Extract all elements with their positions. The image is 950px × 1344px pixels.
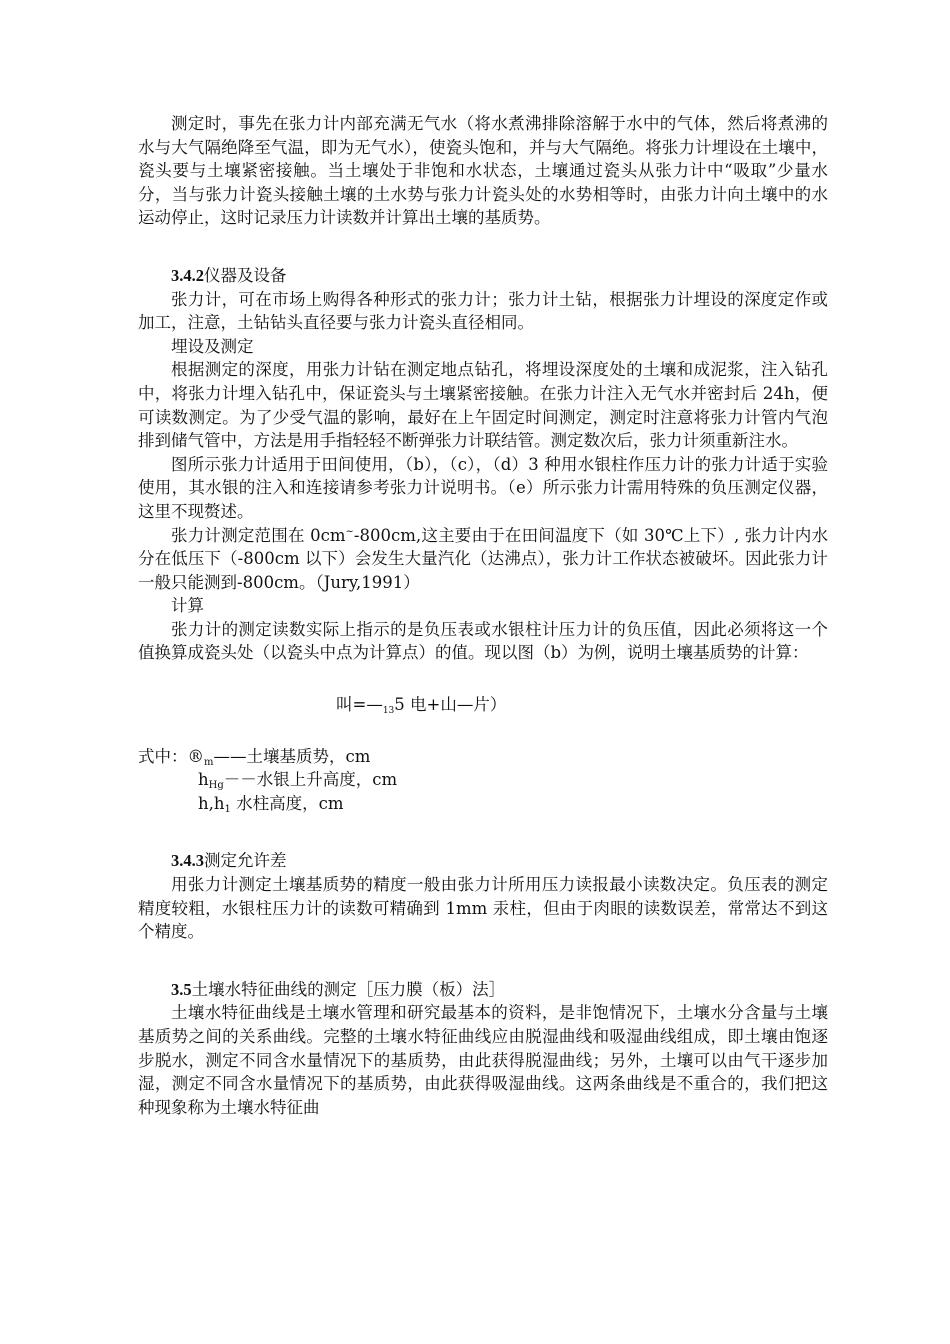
subheading-installation: 埋设及测定 <box>171 336 254 356</box>
subheading-calculation: 计算 <box>171 596 204 616</box>
legend-symbol-h-sub: 1 <box>224 803 231 815</box>
section-heading-3-4-2 <box>138 264 828 288</box>
legend-symbol-matric-sub: m <box>204 756 214 768</box>
range-text-b: -800cm,这主要由于在田间温度下（如 30℃上下）, 张力计内水分在低压下（-800cm 以下）会发生大量汽化（达沸点），张力计工作状态被破坏。因此张力计一般只能测到-800cm。（Jury,1991） <box>138 525 828 592</box>
legend-desc-h: 水柱高度，cm <box>230 793 344 813</box>
paragraph-calculation: 张力计的测定读数实际上指示的是负压表或水银柱计压力计的负压值，因此必须将这一个值换算成瓷头处（以瓷头中点为计算点）的值。现以图（b）为例，说明土壤基质势的计算： <box>138 619 828 663</box>
section-heading-3-4-3 <box>138 849 828 873</box>
legend-desc-hg: －－水银上升高度，cm <box>223 770 398 790</box>
section-title: 测定允许差 <box>204 851 287 871</box>
legend-prefix: 式中： <box>138 746 188 766</box>
range-text-a: 张力计测定范围在 0cm <box>171 525 346 545</box>
formula-legend-line-3 <box>138 792 828 816</box>
paragraph-measurement-principle: 测定时，事先在张力计内部充满无气水（将水煮沸排除溶解于水中的气体，然后将煮沸的水与大气隔绝降至气温，即为无气水），使瓷头饱和，并与大气隔绝。将张力计埋设在土壤中，瓷头要与土壤紧密接触。当土壤处于非饱和水状态，土壤通过瓷头从张力计中“吸取”少量水分，当与张力计瓷头接触土壤的土水势与张力计瓷头处的水势相等时，由张力计向土壤中的水运动停止，这时记录压力计读数并计算出土壤的基质势。 <box>138 114 828 228</box>
formula-legend-line-1 <box>138 745 828 769</box>
section-number: 3.4.2 <box>171 265 204 285</box>
formula-part-a: 叫=— <box>336 695 383 715</box>
range-tilde: ~ <box>345 526 354 537</box>
spacer <box>138 717 828 745</box>
spacer <box>138 665 828 693</box>
legend-symbol-hg-sub: Hg <box>208 780 224 792</box>
section-title: 仪器及设备 <box>204 265 287 285</box>
legend-symbol-h: h,h <box>198 793 225 813</box>
section-heading-3-5 <box>138 978 828 1002</box>
document-page <box>138 112 828 1119</box>
formula-matric-potential <box>138 693 828 717</box>
section-number: 3.5 <box>171 979 192 999</box>
paragraph-characteristic-curve: 土壤水特征曲线是土壤水管理和研究最基本的资料，是非饱情况下，土壤水分含量与土壤基质势之间的关系曲线。完整的土壤水特征曲线应由脱湿曲线和吸湿曲线组成，即土壤由饱逐步脱水，测定不同含水量情况下的基质势，由此获得脱湿曲线；另外，土壤可以由气干逐步加湿，测定不同含水量情况下的基质势，由此获得吸湿曲线。这两条曲线是不重合的，我们把这种现象称为土壤水特征曲 <box>138 1003 828 1117</box>
legend-symbol-hg: h <box>198 770 209 790</box>
spacer <box>138 230 828 264</box>
formula-subscript: 13 <box>382 706 395 717</box>
paragraph-figure-description: 图所示张力计适用于田间使用，（b），（c），（d）3 种用水银柱作压力计的张力计适于实验使用，其水银的注入和连接请参考张力计说明书。（e）所示张力计需用特殊的负压测定仪器，这里不现赘述。 <box>138 454 828 521</box>
paragraph-measurement-range <box>138 524 828 595</box>
section-number: 3.4.3 <box>171 851 204 871</box>
formula-part-b: 5 电+山—片） <box>394 695 507 715</box>
legend-symbol-matric: ® <box>187 746 204 766</box>
formula-legend-line-2 <box>138 768 828 792</box>
spacer <box>138 815 828 849</box>
spacer <box>138 944 828 978</box>
paragraph-installation: 根据测定的深度，用张力计钻在测定地点钻孔，将埋设深度处的土壤和成泥浆，注入钻孔中，将张力计埋入钻孔中，保证瓷头与土壤紧密接触。在张力计注入无气水并密封后 24h，便可读数测定。为了少受气温的影响，最好在上午固定时间测定，测定时注意将张力计管内气泡排到储气管中，方法是用手指轻轻不断弹张力计联结管。测定数次后，张力计须重新注水。 <box>138 360 828 451</box>
paragraph-allowable-error: 用张力计测定土壤基质势的精度一般由张力计所用压力读报最小读数决定。负压表的测定精度较粗，水银柱压力计的读数可精确到 1mm 汞柱，但由于肉眼的读数误差，常常达不到这个精度。 <box>138 875 828 942</box>
paragraph-instruments: 张力计，可在市场上购得各种形式的张力计；张力计土钻，根据张力计埋设的深度定作或加工，注意，土钻钻头直径要与张力计瓷头直径相同。 <box>138 289 828 333</box>
section-title: 土壤水特征曲线的测定［压力膜（板）法］ <box>191 979 506 999</box>
legend-desc-matric: ——土壤基质势，cm <box>213 746 371 766</box>
